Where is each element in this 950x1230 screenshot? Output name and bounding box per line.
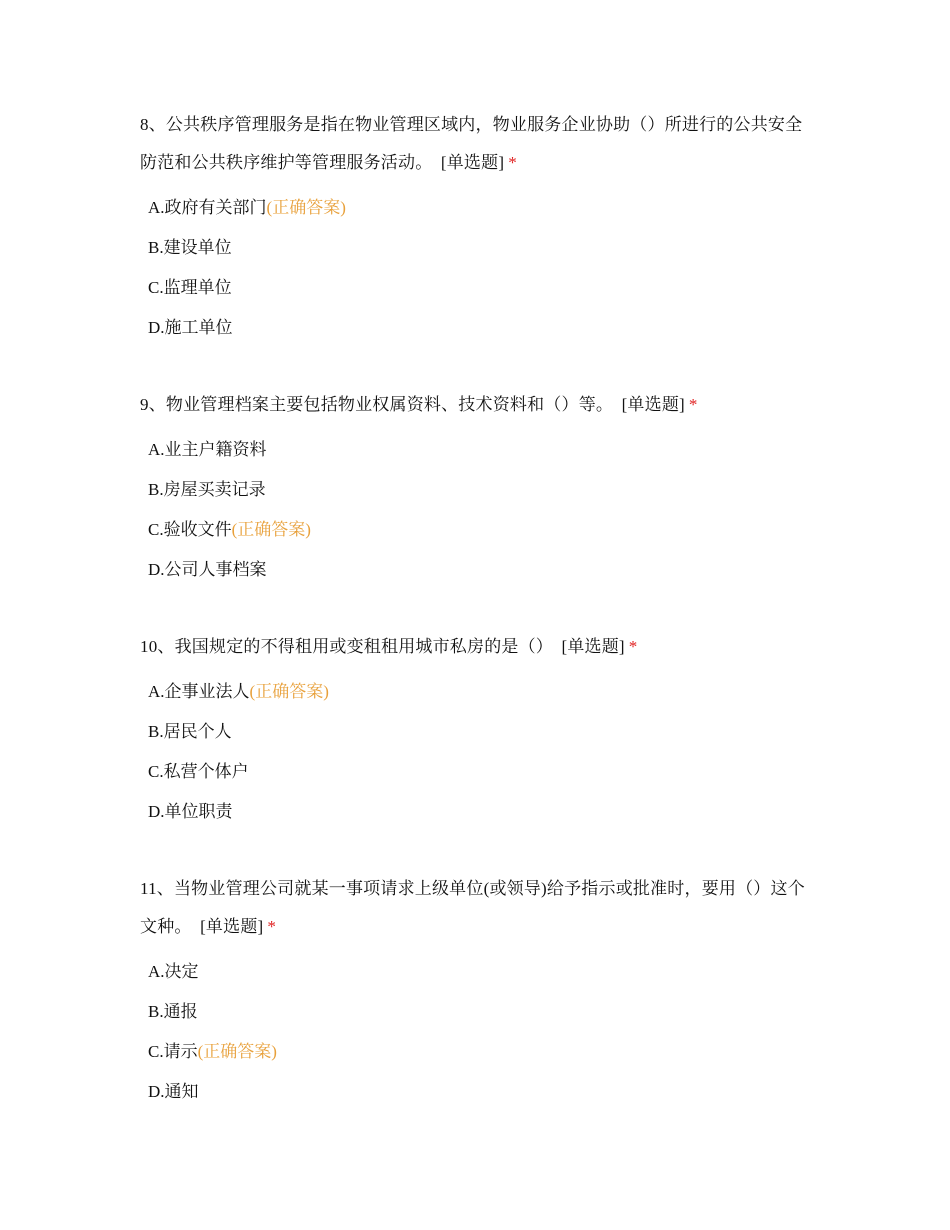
option-label: B.房屋买卖记录	[148, 480, 266, 499]
question-stem	[140, 870, 805, 946]
required-mark: *	[267, 917, 277, 936]
question-type: [单选题]	[440, 153, 505, 172]
correct-answer-tag: (正确答案)	[231, 520, 311, 539]
option-list	[140, 672, 805, 832]
question-stem	[140, 628, 805, 666]
option-a	[148, 430, 805, 470]
question-8	[140, 106, 805, 348]
option-label: D.施工单位	[148, 318, 233, 337]
question-text: 物业管理档案主要包括物业权属资料、技术资料和（）等。	[165, 395, 614, 414]
option-label: C.请示	[148, 1042, 198, 1061]
option-b	[148, 992, 805, 1032]
option-d	[148, 308, 805, 348]
option-label: A.企事业法人	[148, 682, 250, 701]
option-list	[140, 430, 805, 590]
question-text: 我国规定的不得租用或变租租用城市私房的是（）	[174, 637, 554, 656]
question-number: 10、	[140, 637, 175, 656]
option-d	[148, 1072, 805, 1112]
option-label: D.公司人事档案	[148, 560, 267, 579]
option-a	[148, 952, 805, 992]
option-b	[148, 712, 805, 752]
option-label: A.业主户籍资料	[148, 440, 267, 459]
correct-answer-tag: (正确答案)	[266, 198, 346, 217]
option-d	[148, 550, 805, 590]
required-mark: *	[508, 153, 517, 172]
question-type: [单选题]	[200, 917, 264, 936]
option-label: B.居民个人	[148, 722, 232, 741]
option-label: C.私营个体户	[148, 762, 249, 781]
question-text: 当物业管理公司就某一事项请求上级单位(或领导)给予指示或批准时，要用（）这个文种。	[140, 879, 805, 936]
question-9	[140, 386, 805, 590]
option-label: B.建设单位	[148, 238, 232, 257]
question-number: 9、	[140, 395, 166, 414]
option-list	[140, 952, 805, 1112]
question-type: [单选题]	[561, 637, 625, 656]
required-mark: *	[628, 637, 638, 656]
option-b	[148, 470, 805, 510]
option-label: A.政府有关部门	[148, 198, 267, 217]
required-mark: *	[688, 395, 698, 414]
question-stem	[140, 106, 805, 182]
option-label: A.决定	[148, 962, 199, 981]
option-label: C.监理单位	[148, 278, 232, 297]
question-11	[140, 870, 805, 1112]
question-number: 11、	[140, 879, 174, 898]
option-a	[148, 188, 805, 228]
option-b	[148, 228, 805, 268]
question-number: 8、	[140, 115, 166, 134]
question-type: [单选题]	[621, 395, 685, 414]
option-c	[148, 752, 805, 792]
option-list	[140, 188, 805, 348]
option-label: B.通报	[148, 1002, 198, 1021]
option-c	[148, 1032, 805, 1072]
option-a	[148, 672, 805, 712]
question-10	[140, 628, 805, 832]
option-c	[148, 510, 805, 550]
option-label: D.通知	[148, 1082, 199, 1101]
option-label: C.验收文件	[148, 520, 232, 539]
option-d	[148, 792, 805, 832]
option-c	[148, 268, 805, 308]
question-stem	[140, 386, 805, 424]
option-label: D.单位职责	[148, 802, 233, 821]
correct-answer-tag: (正确答案)	[249, 682, 329, 701]
question-text: 公共秩序管理服务是指在物业管理区域内，物业服务企业协助（）所进行的公共安全防范和公共秩序维护等管理服务活动。	[140, 115, 803, 172]
correct-answer-tag: (正确答案)	[197, 1042, 277, 1061]
